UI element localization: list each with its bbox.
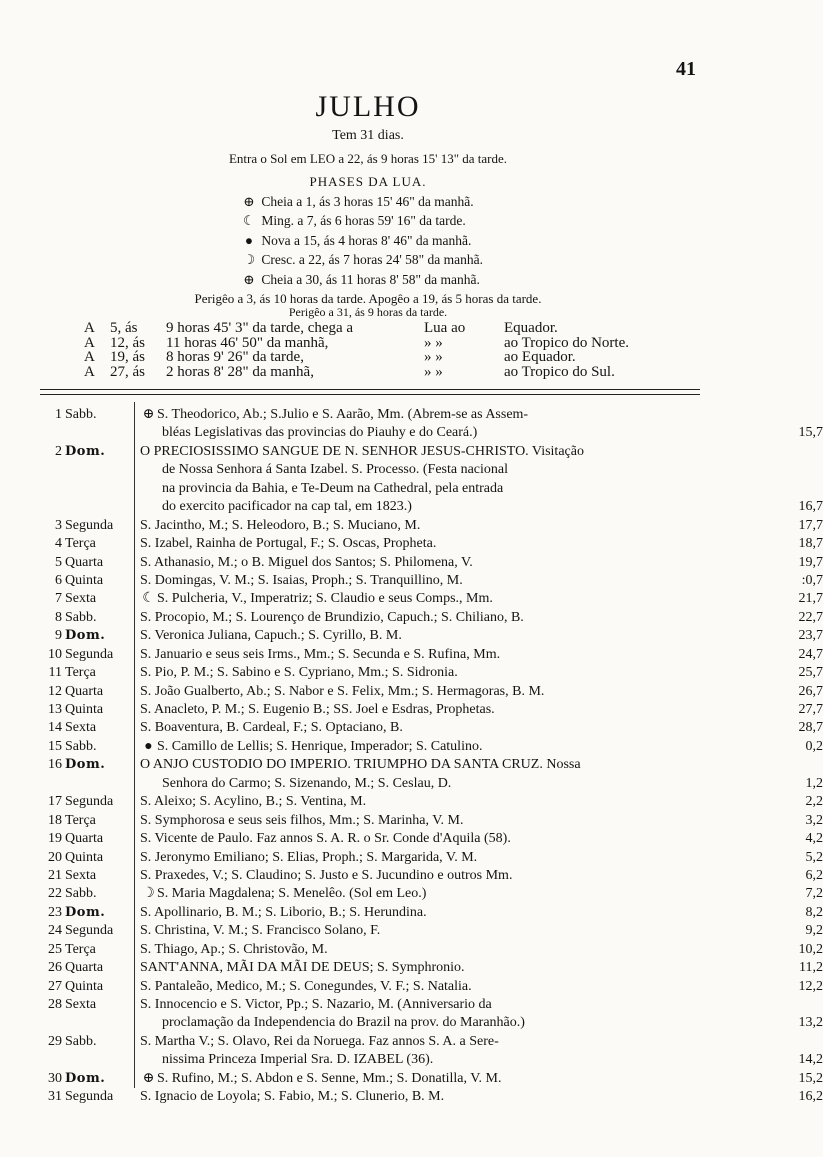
full-moon-icon: ⊕	[142, 1070, 155, 1086]
table-row	[0, 627, 823, 645]
saints-text	[140, 1033, 823, 1070]
text-line	[140, 406, 640, 424]
day-value: 0,2	[805, 738, 823, 754]
weekday: Segunda	[65, 794, 114, 810]
weekday: Segunda	[65, 923, 114, 939]
day-number: 3	[55, 517, 62, 533]
day-value: 3,2	[805, 812, 823, 828]
weekday: Sexta	[65, 720, 97, 736]
day-value: 16,2	[798, 1089, 823, 1105]
day-value: 4,2	[805, 831, 823, 847]
line-text: S. Izabel, Rainha de Portugal, F.; S. Oscas, Propheta.	[140, 536, 437, 552]
table-row	[0, 885, 823, 903]
table-row	[0, 849, 823, 867]
day-number: 8	[55, 609, 62, 625]
passage-where: ao Tropico do Sul.	[504, 363, 615, 380]
passage-time: 11 horas 46' 50" da manhã,	[166, 334, 329, 351]
passage-day: 27, ás	[110, 363, 145, 380]
day-number: 18	[48, 812, 62, 828]
saints-text	[140, 701, 823, 719]
text-line	[140, 646, 823, 664]
day-value: 18,7	[798, 536, 823, 552]
text-line	[140, 904, 823, 922]
full-moon-icon: ⊕	[142, 407, 155, 422]
day-value: :0,7	[801, 572, 823, 588]
perigee-line: Perigêo a 3, ás 10 horas da tarde. Apogêo a 19, ás 5 horas da tarde.	[194, 291, 542, 306]
passage-row	[84, 321, 629, 336]
weekday: Sabb.	[65, 407, 97, 422]
day-value: 16,7	[798, 499, 823, 515]
day-value: 24,7	[798, 646, 823, 662]
weekday: Quinta	[65, 978, 104, 994]
weekday: Sexta	[65, 591, 97, 607]
day-value: 6,2	[805, 867, 823, 883]
weekday: Dom.	[65, 443, 106, 459]
passage-time: 2 horas 8' 28" da manhã,	[166, 363, 314, 380]
line-text: S. Pantaleão, Medico, M.; S. Conegundes, V. F.; S. Natalia.	[140, 978, 472, 994]
day-number: 27	[48, 978, 62, 994]
line-text: na provincia da Bahia, e Te-Deum na Cathedral, pela entrada	[162, 480, 504, 496]
text-line	[140, 554, 823, 572]
day-value: 21,7	[798, 591, 823, 607]
text-line	[140, 517, 823, 535]
day-value: 9,2	[805, 923, 823, 939]
line-text: nissima Princeza Imperial Sra. D. IZABEL (36).	[162, 1052, 434, 1068]
day-number: 11	[48, 665, 62, 681]
phase-row	[240, 270, 483, 289]
weekday: Dom.	[65, 1070, 106, 1086]
text-line	[140, 738, 823, 756]
text-line	[140, 885, 823, 903]
text-line	[140, 572, 823, 590]
day-value: 23,7	[798, 628, 823, 644]
table-row	[0, 443, 823, 517]
passage-what: » »	[424, 334, 443, 351]
line-text: S. Athanasio, M.; o B. Miguel dos Santos; S. Philomena, V.	[140, 554, 473, 570]
table-row	[0, 683, 823, 701]
phase-row	[240, 211, 483, 230]
moon-phases	[240, 192, 483, 289]
day-number: 6	[55, 572, 62, 588]
day-number: 5	[55, 554, 62, 570]
phase-text: Nova a 15, ás 4 horas 8' 46" da manhã.	[258, 232, 472, 248]
weekday: Quarta	[65, 683, 104, 699]
new-moon-icon: ●	[144, 738, 153, 754]
waxing-moon-icon: ☽	[142, 886, 155, 902]
line-text: S. Praxedes, V.; S. Claudino; S. Justo e S. Jucundino e outros Mm.	[140, 867, 513, 883]
saints-text	[140, 867, 823, 885]
line-text: S. Januario e seus seis Irms., Mm.; S. Secunda e S. Rufina, Mm.	[140, 646, 501, 662]
text-line	[140, 498, 823, 516]
weekday: Terça	[65, 665, 96, 681]
line-text: S. Maria Magdalena; S. Menelêo. (Sol em Leo.)	[157, 886, 427, 902]
weekday: Quarta	[65, 831, 104, 847]
new-moon-icon: ●	[244, 232, 254, 248]
line-text: S. Rufino, M.; S. Abdon e S. Senne, Mm.; S. Donatilla, V. M.	[157, 1070, 502, 1086]
day-number: 13	[48, 702, 62, 717]
table-row	[0, 590, 823, 608]
day-value: 5,2	[805, 849, 823, 865]
table-row	[0, 572, 823, 590]
day-value: 10,2	[798, 941, 823, 957]
text-line	[140, 664, 823, 682]
line-text: S. Domingas, V. M.; S. Isaias, Proph.; S. Tranquillino, M.	[140, 572, 463, 588]
day-number: 20	[48, 849, 62, 865]
saints-text	[140, 554, 823, 572]
day-value: 15,7	[798, 425, 823, 441]
day-value: 28,7	[798, 720, 823, 736]
saints-text	[140, 922, 823, 940]
weekday: Terça	[65, 812, 96, 828]
saints-text	[140, 978, 823, 996]
weekday: Dom.	[65, 757, 106, 773]
passage-day: 5, ás	[110, 320, 138, 336]
phase-text: Cheia a 30, ás 11 horas 8' 58" da manhã.	[258, 271, 480, 287]
weekday: Sabb.	[65, 886, 97, 902]
table-row	[0, 554, 823, 572]
passage-row	[84, 336, 629, 351]
saints-text	[140, 996, 823, 1033]
weekday: Sabb.	[65, 738, 97, 754]
day-value: 15,2	[798, 1070, 823, 1086]
saints-text	[140, 646, 823, 664]
line-text: S. Thiago, Ap.; S. Christovão, M.	[140, 941, 328, 957]
text-line	[140, 701, 823, 719]
month-title: JULHO	[315, 90, 421, 123]
text-line	[140, 830, 823, 848]
passage-what: » »	[424, 349, 443, 366]
line-text: S. Symphorosa e seus seis filhos, Mm.; S. Marinha, V. M.	[140, 812, 464, 828]
waning-moon-icon: ☾	[242, 213, 256, 229]
text-line	[140, 1033, 640, 1051]
table-row	[0, 664, 823, 682]
table-row	[0, 904, 823, 922]
line-text: S. Christina, V. M.; S. Francisco Solano, F.	[140, 923, 381, 939]
day-number: 12	[48, 683, 62, 699]
saints-text	[140, 830, 823, 848]
saints-text	[140, 517, 823, 535]
day-value: 13,2	[798, 1015, 823, 1031]
day-number: 19	[48, 831, 62, 847]
saints-text	[140, 941, 823, 959]
text-line	[140, 849, 823, 867]
sun-entry: Entra o Sol em LEO a 22, ás 9 horas 15' 13" da tarde.	[228, 151, 508, 166]
table-row	[0, 738, 823, 756]
phase-text: Cresc. a 22, ás 7 horas 24' 58" da manhã.	[258, 252, 484, 268]
line-text: SANT'ANNA, MÃI DA MÃI DE DEUS; S. Symphronio.	[140, 960, 465, 976]
divider-top	[40, 389, 700, 390]
phase-text: Ming. a 7, ás 6 horas 59' 16" da tarde.	[258, 213, 466, 229]
day-number: 9	[55, 628, 62, 644]
text-line	[140, 424, 823, 442]
day-number: 29	[48, 1033, 62, 1049]
waxing-moon-icon: ☽	[242, 252, 256, 268]
day-value: 8,2	[805, 904, 823, 920]
table-row	[0, 941, 823, 959]
phases-heading: PHASES DA LUA.	[309, 174, 427, 189]
line-text: Senhora do Carmo; S. Sizenando, M.; S. Ceslau, D.	[162, 775, 452, 791]
line-text: de Nossa Senhora á Santa Izabel. S. Processo. (Festa nacional	[162, 462, 509, 478]
day-number: 14	[48, 720, 62, 736]
table-row	[0, 701, 823, 719]
saints-text	[140, 1070, 823, 1088]
saints-text	[140, 812, 823, 830]
line-text: S. Pulcheria, V., Imperatriz; S. Claudio e seus Comps., Mm.	[157, 591, 493, 607]
passage-where: ao Tropico do Norte.	[504, 334, 629, 351]
table-row	[0, 1070, 823, 1088]
text-line	[140, 793, 823, 811]
weekday: Dom.	[65, 904, 106, 920]
saints-text	[140, 572, 823, 590]
table-row	[0, 1033, 823, 1070]
saints-text	[140, 719, 823, 737]
saints-text	[140, 885, 823, 903]
weekday: Sabb.	[65, 609, 97, 625]
line-text: S. Theodorico, Ab.; S.Julio e S. Aarão, Mm. (Abrem-se as Assem-	[157, 407, 529, 422]
saints-text	[140, 664, 823, 682]
table-row	[0, 719, 823, 737]
line-text: S. Apollinario, B. M.; S. Liborio, B.; S. Herundina.	[140, 904, 427, 920]
text-line	[140, 959, 823, 977]
phase-row	[240, 192, 483, 211]
table-row	[0, 978, 823, 996]
page-number: 41	[676, 58, 696, 80]
saints-text	[140, 443, 823, 517]
table-row	[0, 646, 823, 664]
line-text: S. Veronica Juliana, Capuch.; S. Cyrillo, B. M.	[140, 628, 402, 644]
weekday: Quarta	[65, 960, 104, 976]
day-value: 19,7	[798, 554, 823, 570]
table-row	[0, 535, 823, 553]
line-text: S. Innocencio e S. Victor, Pp.; S. Nazario, M. (Anniversario da	[140, 997, 492, 1012]
day-number: 22	[48, 886, 62, 902]
weekday: Quarta	[65, 554, 104, 570]
day-value: 14,2	[798, 1052, 823, 1068]
line-text: S. João Gualberto, Ab.; S. Nabor e S. Felix, Mm.; S. Hermagoras, B. M.	[140, 683, 545, 699]
phase-row	[240, 231, 483, 250]
moon-passages	[84, 321, 629, 379]
text-line	[140, 480, 640, 498]
day-number: 17	[48, 794, 62, 810]
day-number: 15	[48, 738, 62, 754]
line-text: S. Jeronymo Emiliano; S. Elias, Proph.; S. Margarida, V. M.	[140, 849, 478, 865]
day-value: 2,2	[805, 794, 823, 810]
day-value: 26,7	[798, 683, 823, 699]
text-line	[140, 1070, 823, 1088]
saints-text	[140, 738, 823, 756]
text-line	[140, 867, 823, 885]
table-row	[0, 793, 823, 811]
line-text: S. Ignacio de Loyola; S. Fabio, M.; S. Clunerio, B. M.	[140, 1089, 445, 1105]
text-line	[140, 775, 823, 793]
day-value: 22,7	[798, 609, 823, 625]
weekday: Quinta	[65, 702, 104, 717]
saints-text	[140, 683, 823, 701]
day-number: 24	[48, 923, 62, 939]
line-text: S. Jacintho, M.; S. Heleodoro, B.; S. Muciano, M.	[140, 517, 421, 533]
saints-text	[140, 793, 823, 811]
day-value: 17,7	[798, 517, 823, 533]
day-value: 11,2	[799, 960, 823, 976]
text-line	[140, 683, 823, 701]
table-row	[0, 609, 823, 627]
full-moon-icon: ⊕	[243, 271, 255, 287]
weekday: Segunda	[65, 1089, 114, 1105]
weekday: Quinta	[65, 849, 104, 865]
line-text: do exercito pacificador na cap tal, em 1823.)	[162, 499, 412, 515]
passage-a: A	[84, 349, 95, 366]
table-row	[0, 996, 823, 1033]
text-line	[140, 1014, 823, 1032]
passage-a: A	[84, 363, 95, 380]
weekday: Terça	[65, 941, 96, 957]
saints-text	[140, 609, 823, 627]
saints-text	[140, 627, 823, 645]
days-count: Tem 31 dias.	[332, 128, 404, 143]
day-number: 21	[48, 867, 62, 883]
text-line	[140, 609, 823, 627]
text-line	[140, 461, 640, 479]
saints-text	[140, 849, 823, 867]
weekday: Dom.	[65, 628, 106, 644]
table-row	[0, 830, 823, 848]
full-moon-icon: ⊕	[243, 194, 255, 209]
day-value: 27,7	[798, 702, 823, 717]
text-line	[140, 627, 823, 645]
table-row	[0, 517, 823, 535]
day-number: 31	[48, 1089, 62, 1105]
passage-time: 9 horas 45' 3" da tarde, chega a	[166, 320, 354, 336]
waning-moon-icon: ☾	[142, 591, 155, 607]
saints-text	[140, 535, 823, 553]
day-value: 7,2	[805, 886, 823, 902]
text-line	[140, 812, 823, 830]
day-number: 1	[55, 407, 62, 422]
weekday: Sexta	[65, 867, 97, 883]
day-number: 16	[48, 757, 62, 773]
text-line	[140, 590, 823, 608]
weekday: Quinta	[65, 572, 104, 588]
weekday: Segunda	[65, 646, 114, 662]
table-row	[0, 922, 823, 940]
weekday: Segunda	[65, 517, 114, 533]
line-text: proclamação da Independencia do Brazil na prov. do Maranhão.)	[162, 1015, 525, 1031]
passage-day: 19, ás	[110, 349, 145, 366]
line-text: S. Anacleto, P. M.; S. Eugenio B.; SS. Joel e Esdras, Prophetas.	[140, 702, 495, 717]
table-row	[0, 756, 823, 793]
line-text: S. Procopio, M.; S. Lourenço de Brundizio, Capuch.; S. Chiliano, B.	[140, 609, 524, 625]
table-row	[0, 812, 823, 830]
divider-bottom	[40, 394, 700, 395]
saints-text	[140, 959, 823, 977]
passage-row	[84, 365, 629, 380]
text-line	[140, 719, 823, 737]
line-text: S. Aleixo; S. Acylino, B.; S. Ventina, M.	[140, 794, 367, 810]
table-row	[0, 406, 823, 443]
day-number: 25	[48, 941, 62, 957]
phase-row	[240, 250, 483, 269]
day-number: 10	[48, 646, 62, 662]
calendar-table	[0, 406, 823, 1107]
passage-where: ao Equador.	[504, 349, 576, 366]
weekday: Terça	[65, 536, 96, 552]
table-row	[0, 959, 823, 977]
text-line	[140, 1051, 823, 1069]
day-number: 28	[48, 997, 62, 1012]
passage-a: A	[84, 320, 95, 336]
line-text: S. Vicente de Paulo. Faz annos S. A. R. o Sr. Conde d'Aquila (58).	[140, 831, 511, 847]
passage-what: » »	[424, 363, 443, 380]
day-number: 7	[55, 591, 62, 607]
day-number: 4	[55, 536, 62, 552]
weekday: Sabb.	[65, 1033, 97, 1049]
text-line	[140, 941, 823, 959]
saints-text	[140, 904, 823, 922]
line-text: bléas Legislativas das provincias do Piauhy e do Ceará.)	[162, 425, 478, 441]
saints-text	[140, 1088, 823, 1106]
day-value: 25,7	[798, 665, 823, 681]
perigee-line-2: Perigêo a 31, ás 9 horas da tarde.	[288, 305, 448, 319]
text-line	[140, 756, 640, 774]
text-line	[140, 443, 640, 461]
table-row	[0, 1088, 823, 1106]
text-line	[140, 996, 640, 1014]
line-text: S. Boaventura, B. Cardeal, F.; S. Optaciano, B.	[140, 720, 403, 736]
line-text: S. Martha V.; S. Olavo, Rei da Noruega. Faz annos S. A. a Sere-	[140, 1033, 499, 1049]
line-text: O ANJO CUSTODIO DO IMPERIO. TRIUMPHO DA SANTA CRUZ. Nossa	[140, 757, 581, 773]
day-number: 23	[48, 904, 62, 920]
weekday: Sexta	[65, 997, 97, 1012]
day-number: 26	[48, 960, 62, 976]
line-text: O PRECIOSISSIMO SANGUE DE N. SENHOR JESUS-CHRISTO. Visitação	[140, 443, 584, 459]
phase-text: Cheia a 1, ás 3 horas 15' 46" da manhã.	[258, 194, 474, 209]
day-value: 12,2	[798, 978, 823, 994]
day-value: 1,2	[805, 775, 823, 791]
passage-what: Lua ao	[424, 320, 466, 336]
passage-time: 8 horas 9' 26" da tarde,	[166, 349, 304, 366]
passage-where: Equador.	[504, 320, 558, 336]
passage-row	[84, 350, 629, 365]
saints-text	[140, 756, 823, 793]
passage-a: A	[84, 334, 95, 351]
saints-text	[140, 406, 823, 443]
passage-day: 12, ás	[110, 334, 145, 351]
text-line	[140, 978, 823, 996]
text-line	[140, 535, 823, 553]
saints-text	[140, 590, 823, 608]
day-number: 30	[48, 1070, 62, 1086]
text-line	[140, 922, 823, 940]
line-text: S. Pio, P. M.; S. Sabino e S. Cypriano, Mm.; S. Sidronia.	[140, 665, 458, 681]
table-row	[0, 867, 823, 885]
text-line	[140, 1088, 823, 1106]
day-number: 2	[55, 443, 62, 459]
line-text: S. Camillo de Lellis; S. Henrique, Imperador; S. Catulino.	[157, 738, 483, 754]
